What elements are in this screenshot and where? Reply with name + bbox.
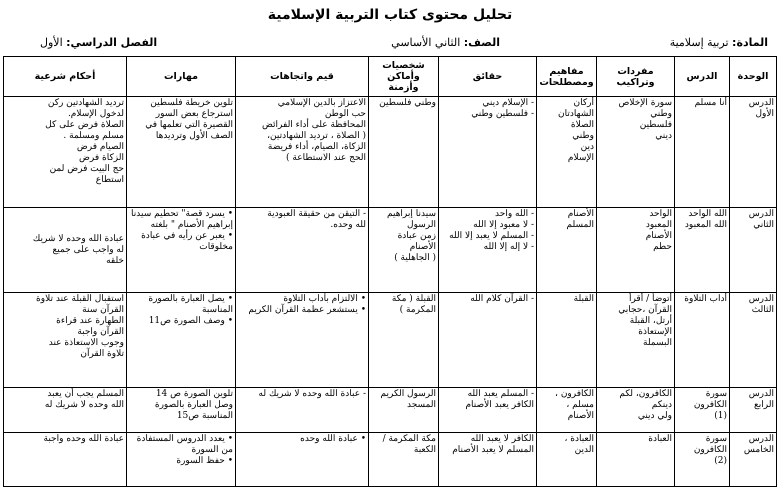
cell-rulings [4,97,127,208]
cell-unit [730,388,777,433]
cell-text: البسملة [643,338,672,348]
cell-text: القرآن ،حجابي [618,305,672,315]
cell-text: الدرس [748,389,774,399]
cell-text: ترديد الشهادتين ركن [47,98,124,108]
cell-text: خلقه [106,255,124,266]
cell-text: الحج عند الاستطاعة ) [286,153,366,163]
cell-text: الدين [574,445,594,455]
cell-text: الكعبة [413,445,436,455]
cell-text: لله وحده. [330,220,366,230]
table-row [4,293,777,388]
cell-text: • عبادة الله وحده [238,434,366,445]
cell-rulings [4,293,127,388]
cell-text: الكافرون [693,445,727,455]
cell-text: - لا إله إلا الله [441,242,534,253]
cell-lesson [675,208,730,293]
cell-text: وطني [650,109,672,119]
cell-facts [439,388,537,433]
cell-vocab [597,208,675,293]
cell-text: - عبادة الله وحده لا شريك له [238,389,366,400]
cell-vocab [597,293,675,388]
cell-concepts [537,388,597,433]
cell-values [236,97,369,208]
cell-text: أنا مسلم [694,98,727,108]
cell-text: - التيقن من حقيقة العبودية [238,209,366,220]
table-row [4,208,777,293]
cell-text: الصف الأول وترديدها [155,131,233,141]
header-vocab: مفردات وتراكيب [597,57,675,97]
cell-text: • يسرد قصة" تحطيم سيدنا إبراهيم الأصنام " بلغته [129,209,233,231]
cell-text: الخامس [743,445,774,455]
cell-text: الصلاة فرض على كل [45,120,124,130]
cell-text: مكة المكرمة / [382,434,436,444]
subject-label: المادة: [732,36,768,49]
cell-text: ديني [655,131,672,141]
semester-info [40,36,157,49]
cell-text: - المسلم يعبد الله [441,389,534,400]
cell-text: العبادة ، [564,434,594,444]
cell-lesson [675,97,730,208]
cell-text: المناسبة ص15 [176,411,233,421]
cell-rulings [4,388,127,433]
cell-text: الواحد [649,209,672,219]
cell-text: مسلم ومسلمة . [63,131,124,141]
cell-text: الدرس [748,294,774,304]
cell-text: الرسول الكريم [380,389,436,399]
cell-text: الله الواحد [688,209,727,219]
cell-text: له واجب على جميع [52,244,124,255]
cell-text: العبادة [648,434,672,444]
cell-text: الشهادتان [557,109,594,119]
cell-text: الكافر يعبد الأصنام [465,400,534,410]
cell-text: القبلة ( مكة [391,294,436,304]
cell-facts [439,208,537,293]
cell-text: (2) [714,456,727,466]
cell-text: الكافرون [693,400,727,410]
cell-text: (1) [714,411,727,421]
content-analysis-table [3,56,777,487]
cell-text: - فلسطين وطني [441,109,534,120]
cell-text: الكافر لا يعبد الله [470,434,534,444]
cell-text: الأول [755,109,774,119]
cell-persons [369,293,439,388]
cell-text: - المسلم لا يعبد إلا الله [441,231,534,242]
cell-text: • يعدد الدروس المستفادة من السورة [129,434,233,456]
grade-info [391,36,500,49]
cell-text: الدرس [748,209,774,219]
cell-unit [730,293,777,388]
cell-text: الرسول [407,220,436,230]
cell-text: المحافظة على أداء الفرائض [262,120,366,130]
cell-text: الكافرون، لكم [619,389,672,399]
cell-text: الطهارة عند قراءة [56,316,124,326]
cell-text: وطني فلسطين [379,98,436,108]
cell-skills [127,208,236,293]
cell-text: تلاوة القرآن [80,349,124,359]
cell-text: المسلم [566,220,594,230]
cell-values [236,208,369,293]
cell-text: • وصف الصورة ص11 [129,316,233,327]
cell-skills [127,433,236,487]
cell-text: وصل العبارة بالصورة [154,400,233,410]
cell-concepts [537,97,597,208]
cell-text: تلوين الصورة ص 14 [155,389,233,399]
cell-text: • يصل العبارة بالصورة المناسبة [129,294,233,316]
header-persons: شخصيات وأماكن وأزمنة [369,57,439,97]
cell-persons [369,208,439,293]
cell-text: المكرمة ) [399,305,436,315]
cell-values [236,293,369,388]
header-lesson: الدرس [675,57,730,97]
cell-text: لدخول الإسلام. [67,109,124,119]
cell-text: - لا معبود إلا الله [441,220,534,231]
cell-values [236,388,369,433]
cell-text: المعبود [645,220,672,230]
cell-text: الزكاة فرض [79,153,124,163]
cell-text: الرابع [753,400,774,410]
cell-text: تلوين خريطة فلسطين [150,98,233,108]
cell-concepts [537,433,597,487]
cell-text: سورة [705,389,727,399]
table-row [4,97,777,208]
cell-text: أرتل، القبلة [629,316,672,326]
header-rulings: أحكام شرعية [4,57,127,97]
header-unit: الوحدة [730,57,777,97]
cell-text: الدرس [748,434,774,444]
cell-text: سيدنا إبراهيم [386,209,436,219]
cell-text: دين [580,142,594,152]
cell-vocab [597,388,675,433]
cell-text: - القرآن كلام الله [441,294,534,305]
table-row [4,433,777,487]
cell-text: الزكاة، الصيام، أداء فريضة [267,142,366,152]
cell-text: ( الصلاة ، ترديد الشهادتين، [267,131,366,141]
cell-unit [730,433,777,487]
cell-persons [369,433,439,487]
cell-text: عبادة الله وحده لا شريك [32,233,124,244]
cell-text: الدرس [748,98,774,108]
cell-text: الصلاة [570,120,594,130]
cell-text: الصيام فرض [76,142,124,152]
cell-lesson [675,388,730,433]
cell-text: وجوب الاستعاذة عند [48,338,124,348]
header-skills: مهارات [127,57,236,97]
cell-text: حطم [653,242,672,252]
cell-text: المسجد [406,400,436,410]
document-title: تحليل محتوى كتاب التربية الإسلامية [267,7,513,23]
cell-facts [439,433,537,487]
cell-text: • يعبر عن رأيه في عبادة مخلوقات [129,231,233,253]
cell-text: فلسطين [639,120,672,130]
cell-skills [127,97,236,208]
cell-text: - الله واحد [441,209,534,220]
cell-text: دينكم [651,400,672,410]
cell-text: الإستعاذة [638,327,672,337]
cell-text: الله وحده لا شريك له [44,400,124,410]
cell-facts [439,293,537,388]
cell-skills [127,293,236,388]
cell-text: الله المعبود [684,220,727,230]
cell-text: استرجاع بعض السور [155,109,233,119]
header-values: قيم واتجاهات [236,57,369,97]
cell-unit [730,208,777,293]
cell-text: الأصنام [645,231,672,241]
cell-text: ولي ديني [637,411,672,421]
cell-text: الكافرون ، [555,389,594,399]
subject-info [670,36,768,49]
cell-text: مسلم ، [566,400,594,410]
cell-text: حب الوطن [324,109,366,119]
table-header-row [4,57,777,97]
cell-text: • الالتزام بأداب التلاوة [238,294,366,305]
cell-text: سورة [705,434,727,444]
semester-value: الأول [40,36,63,49]
cell-text: أتوضأ / أقرأ [628,294,672,304]
table-row [4,388,777,433]
cell-persons [369,388,439,433]
cell-text: استقبال القبلة عند تلاوة [36,294,124,304]
cell-rulings [4,433,127,487]
cell-text: القصيرة التي تعلمها في [145,120,233,130]
cell-text: الاعتزاز بالدين الإسلامي [277,98,366,108]
cell-text: الأصنام [567,411,594,421]
cell-text: • حفظ السورة [129,456,233,467]
cell-text: أركان [573,98,594,108]
cell-text: حج البيت فرض لمن [49,164,124,174]
cell-concepts [537,293,597,388]
cell-text: الأصنام [567,209,594,219]
cell-persons [369,97,439,208]
cell-text: وطني [572,131,594,141]
cell-text: القرآن سنة [82,305,124,315]
cell-text: القبلة [573,294,594,304]
cell-unit [730,97,777,208]
cell-text: سورة الإخلاص [618,98,672,108]
cell-text: عبادة الله وحده واجبة [43,434,124,444]
cell-text: الأصنام [409,242,436,252]
cell-text: ( الجاهلية ) [394,253,436,263]
cell-text: القرآن واجبة [77,327,124,337]
header-concepts: مفاهيم ومصطلحات [537,57,597,97]
grade-value: الثاني الأساسي [391,36,461,49]
cell-values [236,433,369,487]
cell-concepts [537,208,597,293]
subject-value: تربية إسلامية [669,36,729,49]
cell-text: الثالث [751,305,774,315]
cell-text: استطاع [95,175,124,185]
semester-label: الفصل الدراسي: [66,36,158,49]
header-facts: حقائق [439,57,537,97]
cell-text: المسلم يجب أن يعبد [47,389,124,399]
cell-text: الإسلام [567,153,594,163]
cell-lesson [675,433,730,487]
cell-facts [439,97,537,208]
cell-vocab [597,97,675,208]
cell-vocab [597,433,675,487]
cell-text: أداب التلاوة [684,294,727,304]
cell-lesson [675,293,730,388]
cell-rulings [4,208,127,293]
cell-text: الثاني [753,220,774,230]
cell-text: - الإسلام ديني [441,98,534,109]
cell-skills [127,388,236,433]
cell-text: المسلم لا يعبد الأصنام [452,445,534,455]
cell-text: • يستشعر عظمة القرآن الكريم [238,305,366,316]
grade-label: الصف: [463,36,500,49]
cell-text: زمن عبادة [397,231,436,241]
